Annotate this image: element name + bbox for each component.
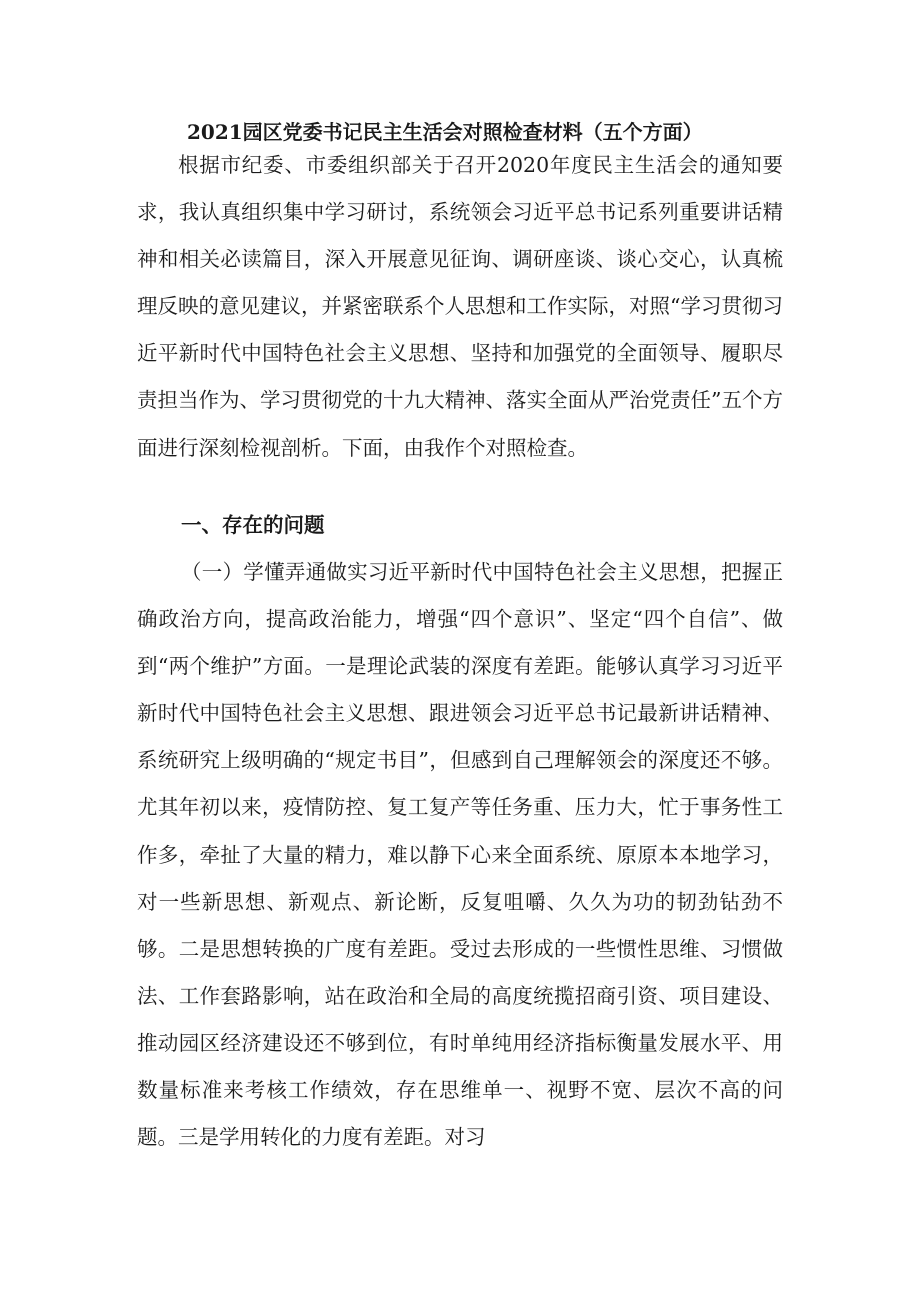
document-title: 2021园区党委书记民主生活会对照检查材料（五个方面） [187,120,703,144]
intro-paragraph: 根据市纪委、市委组织部关于召开2020年度民主生活会的通知要求，我认真组织集中学习研讨，系统领会习近平总书记系列重要讲话精神和相关必读篇目，深入开展意见征询、调研座谈、谈心交心，认真梳理反映的意见建议，并紧密联系个人思想和工作实际，对照“学习贯彻习近平新时代中国特色社会主义思想、坚持和加强党的全面领导、履职尽责担当作为、学习贯彻党的十九大精神、落实全面从严治党责任”五个方面进行深刻检视剖析。下面，由我作个对照检查。 [137,153,783,460]
section-paragraph: （一）学懂弄通做实习近平新时代中国特色社会主义思想，把握正确政治方向，提高政治能力，增强“四个意识”、坚定“四个自信”、做到“两个维护”方面。一是理论武装的深度有差距。能够认真学习习近平新时代中国特色社会主义思想、跟进领会习近平总书记最新讲话精神、系统研究上级明确的“规定书目”，但感到自己理解领会的深度还不够。尤其年初以来，疫情防控、复工复产等任务重、压力大，忙于事务性工作多，牵扯了大量的精力，难以静下心来全面系统、原原本本地学习，对一些新思想、新观点、新论断，反复咀嚼、久久为功的韧劲钻劲不够。二是思想转换的广度有差距。受过去形成的一些惯性思维、习惯做法、工作套路影响，站在政治和全局的高度统揽招商引资、项目建设、推动园区经济建设还不够到位，有时单纯用经济指标衡量发展水平、用数量标准来考核工作绩效，存在思维单一、视野不宽、层次不高的问题。三是学用转化的力度有差距。对习 [137,560,783,1150]
section-heading: 一、存在的问题 [181,513,325,537]
document-page [137,112,783,1177]
